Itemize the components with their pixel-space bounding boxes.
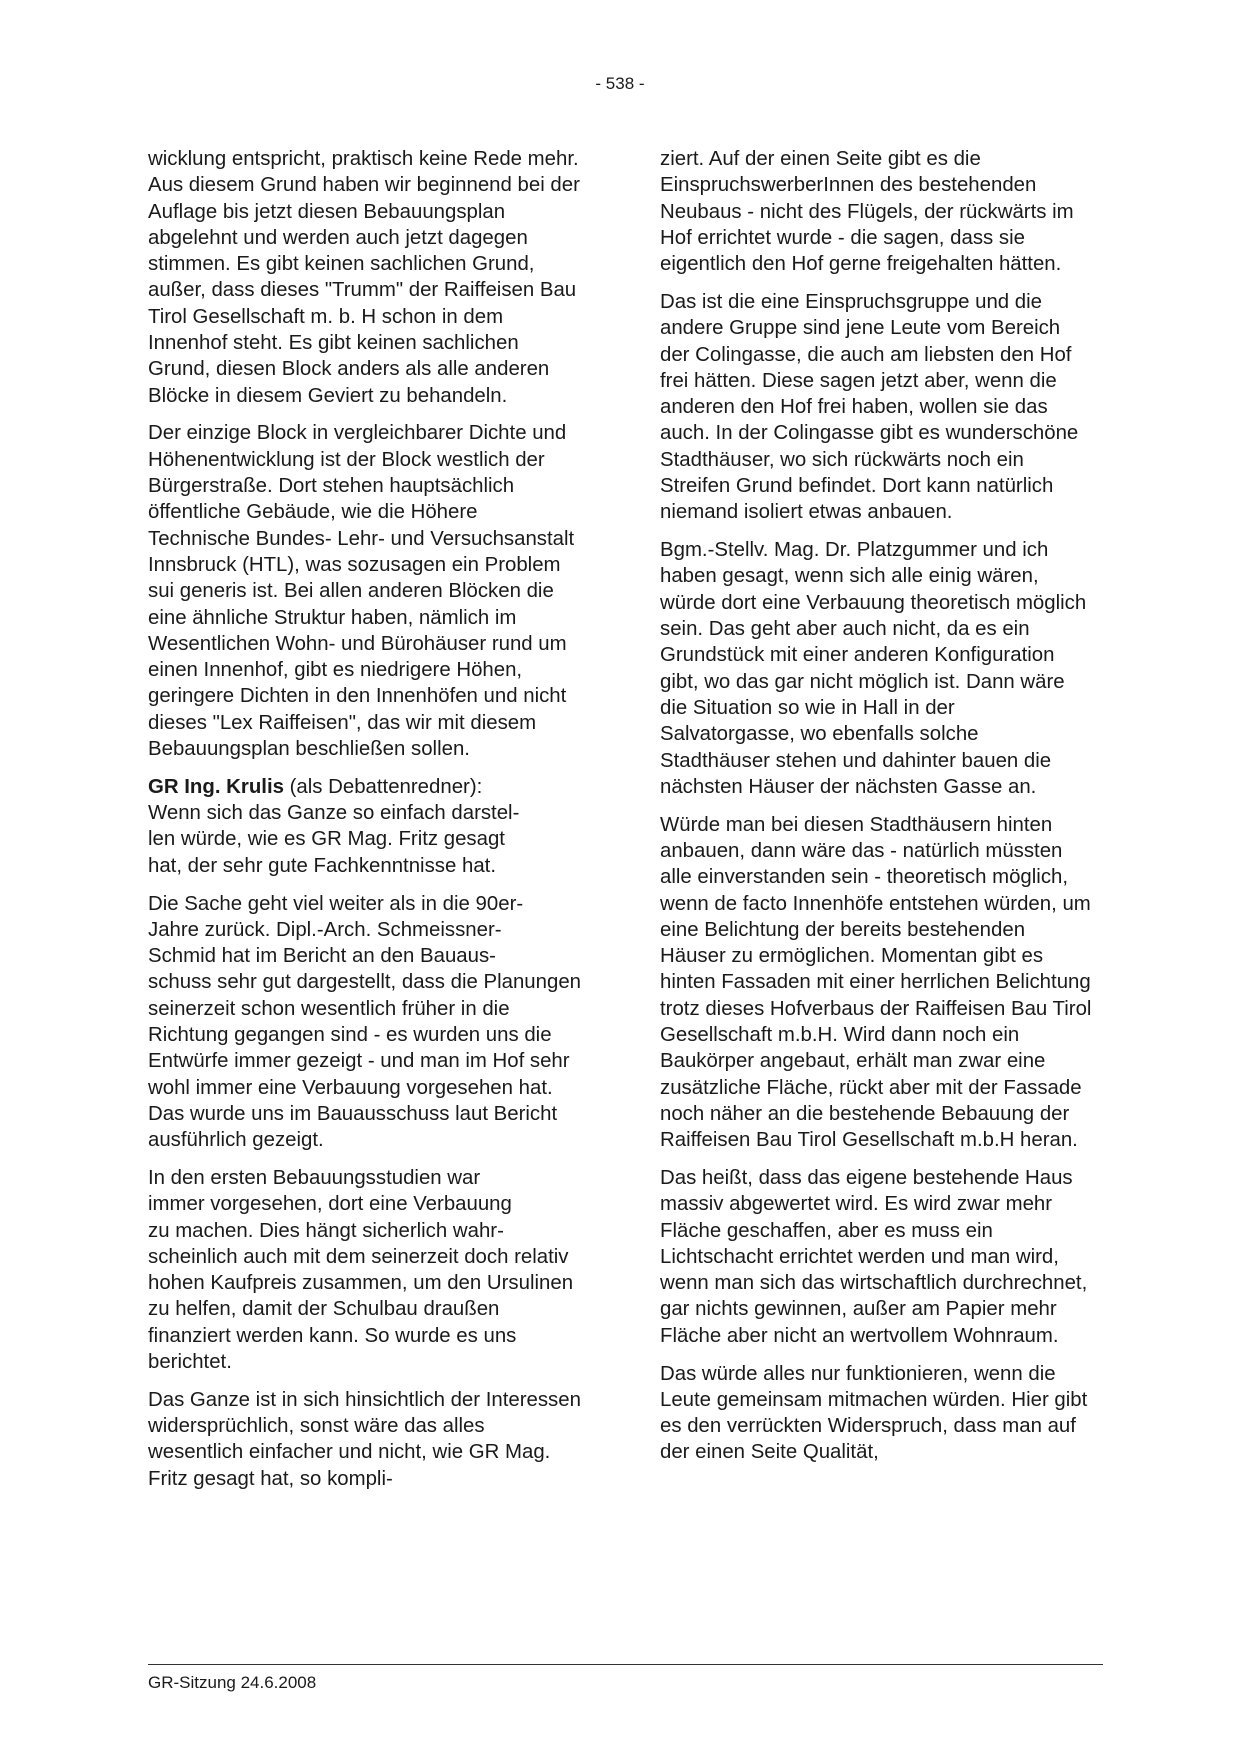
footer-divider — [148, 1664, 1103, 1665]
paragraph: Der einzige Block in vergleichbarer Dichte und Höhenentwicklung ist der Block westlich der Bürgerstraße. Dort stehen hauptsächlich öffentliche Gebäude, wie die Höhere Technische Bundes- Lehr- und Versuchsanstalt Innsbruck (HTL), was sozusagen ein Problem sui generis ist. Bei allen anderen Blöcken die eine ähnliche Struktur haben, nämlich im Wesentlichen Wohn- und Bürohäuser rund um einen Innenhof, gibt es niedrigere Höhen, geringere Dichten in den Innenhöfen und nicht dieses "Lex Raiffeisen", das wir mit diesem Bebauungsplan beschließen sollen. — [148, 422, 575, 761]
paragraph — [148, 1165, 582, 1375]
paragraph-line: hat, der sehr gute Fachkenntnisse hat. — [148, 854, 496, 877]
paragraph-line: Jahre zurück. Dipl.-Arch. Schmeissner- — [148, 918, 502, 941]
paragraph: Das Ganze ist in sich hinsichtlich der Interessen widersprüchlich, sonst wäre das alles wesentlich einfacher und nicht, wie GR Mag. Fritz gesagt hat, so kompli- — [148, 1388, 581, 1490]
paragraph: Bgm.-Stellv. Mag. Dr. Platzgummer und ich haben gesagt, wenn sich alle einig wären, würde dort eine Verbauung theoretisch möglich sein. Das geht aber auch nicht, da es ein Grundstück mit einer anderen Konfiguration gibt, wo das gar nicht möglich ist. Dann wäre die Situation so wie in Hall in der Salvatorgasse, wo ebenfalls solche Stadthäuser stehen und dahinter bauen die nächsten Häuser der nächsten Gasse an. — [660, 539, 1087, 798]
paragraph-rest: scheinlich auch mit dem seinerzeit doch relativ hohen Kaufpreis zusammen, um den Ursulinen zu helfen, damit der Schulbau draußen finanziert werden kann. So wurde es uns berichtet. — [148, 1245, 574, 1374]
right-column — [660, 146, 1094, 1477]
paragraph: ziert. Auf der einen Seite gibt es die EinspruchswerberInnen des bestehenden Neubaus - nicht des Flügels, der rückwärts im Hof errichtet wurde - die sagen, dass sie eigentlich den Hof gerne freigehalten hätten. — [660, 148, 1074, 276]
speaker-role: (als Debattenredner): — [283, 775, 483, 798]
paragraph: Das würde alles nur funktionieren, wenn die Leute gemeinsam mitmachen würden. Hier gibt es den verrückten Widerspruch, dass man auf der einen Seite Qualität, — [660, 1362, 1088, 1464]
paragraph-line: len würde, wie es GR Mag. Fritz gesagt — [148, 828, 505, 851]
paragraph-line: In den ersten Bebauungsstudien war — [148, 1166, 481, 1189]
paragraph-line: zu machen. Dies hängt sicherlich wahr- — [148, 1219, 504, 1242]
paragraph-line: Wenn sich das Ganze so einfach darstel- — [148, 802, 520, 825]
paragraph-line: Die Sache geht viel weiter als in die 90er- — [148, 892, 524, 915]
paragraph-line: Schmid hat im Bericht an den Bauaus- — [148, 945, 496, 968]
footer-session-date: GR-Sitzung 24.6.2008 — [148, 1673, 317, 1692]
paragraph: Das heißt, dass das eigene bestehende Haus massiv abgewertet wird. Es wird zwar mehr Fläche geschaffen, aber es muss ein Lichtschacht errichtet werden und man wird, wenn man sich das wirtschaftlich durchrechnet, gar nichts gewinnen, außer am Papier mehr Fläche aber nicht an wertvollem Wohnraum. — [660, 1166, 1088, 1347]
paragraph-line: immer vorgesehen, dort eine Verbauung — [148, 1193, 512, 1216]
speaker-name: GR Ing. Krulis — [148, 775, 284, 798]
speaker-paragraph — [148, 774, 582, 879]
paragraph: Das ist die eine Einspruchsgruppe und die andere Gruppe sind jene Leute vom Bereich der Colingasse, die auch am liebsten den Hof frei hätten. Diese sagen jetzt aber, wenn die anderen den Hof frei haben, wollen sie das auch. In der Colingasse gibt es wunderschöne Stadthäuser, wo sich rückwärts noch ein Streifen Grund befindet. Dort kann natürlich niemand isoliert etwas anbauen. — [660, 290, 1079, 524]
page-number: - 538 - — [595, 74, 645, 93]
left-column — [148, 146, 582, 1504]
paragraph-rest: schuss sehr gut dargestellt, dass die Planungen seinerzeit schon wesentlich früher in die Richtung gegangen sind - es wurden uns die Entwürfe immer gezeigt - und man im Hof sehr wohl immer eine Verbauung vorgesehen hat. Das wurde uns im Bauausschuss laut Bericht ausführlich gezeigt. — [148, 971, 582, 1152]
paragraph — [148, 891, 582, 1154]
paragraph: wicklung entspricht, praktisch keine Rede mehr. Aus diesem Grund haben wir beginnend bei der Auflage bis jetzt diesen Bebauungsplan abgelehnt und werden auch jetzt dagegen stimmen. Es gibt keinen sachlichen Grund, außer, dass dieses "Trumm" der Raiffeisen Bau Tirol Gesellschaft m. b. H schon in dem Innenhof steht. Es gibt keinen sachlichen Grund, diesen Block anders als alle anderen Blöcke in diesem Geviert zu behandeln. — [148, 148, 580, 407]
paragraph: Würde man bei diesen Stadthäusern hinten anbauen, dann wäre das - natürlich müssten alle einverstanden sein - theoretisch möglich, wenn de facto Innenhöfe entstehen würden, um eine Belichtung der bereits bestehenden Häuser zu ermöglichen. Momentan gibt es hinten Fassaden mit einer herrlichen Belichtung trotz dieses Hofverbaus der Raiffeisen Bau Tirol Gesellschaft m.b.H. Wird dann noch ein Baukörper angebaut, erhält man zwar eine zusätzliche Fläche, rückt aber mit der Fassade noch näher an die bestehende Bebauung der Raiffeisen Bau Tirol Gesellschaft m.b.H heran. — [660, 813, 1092, 1152]
